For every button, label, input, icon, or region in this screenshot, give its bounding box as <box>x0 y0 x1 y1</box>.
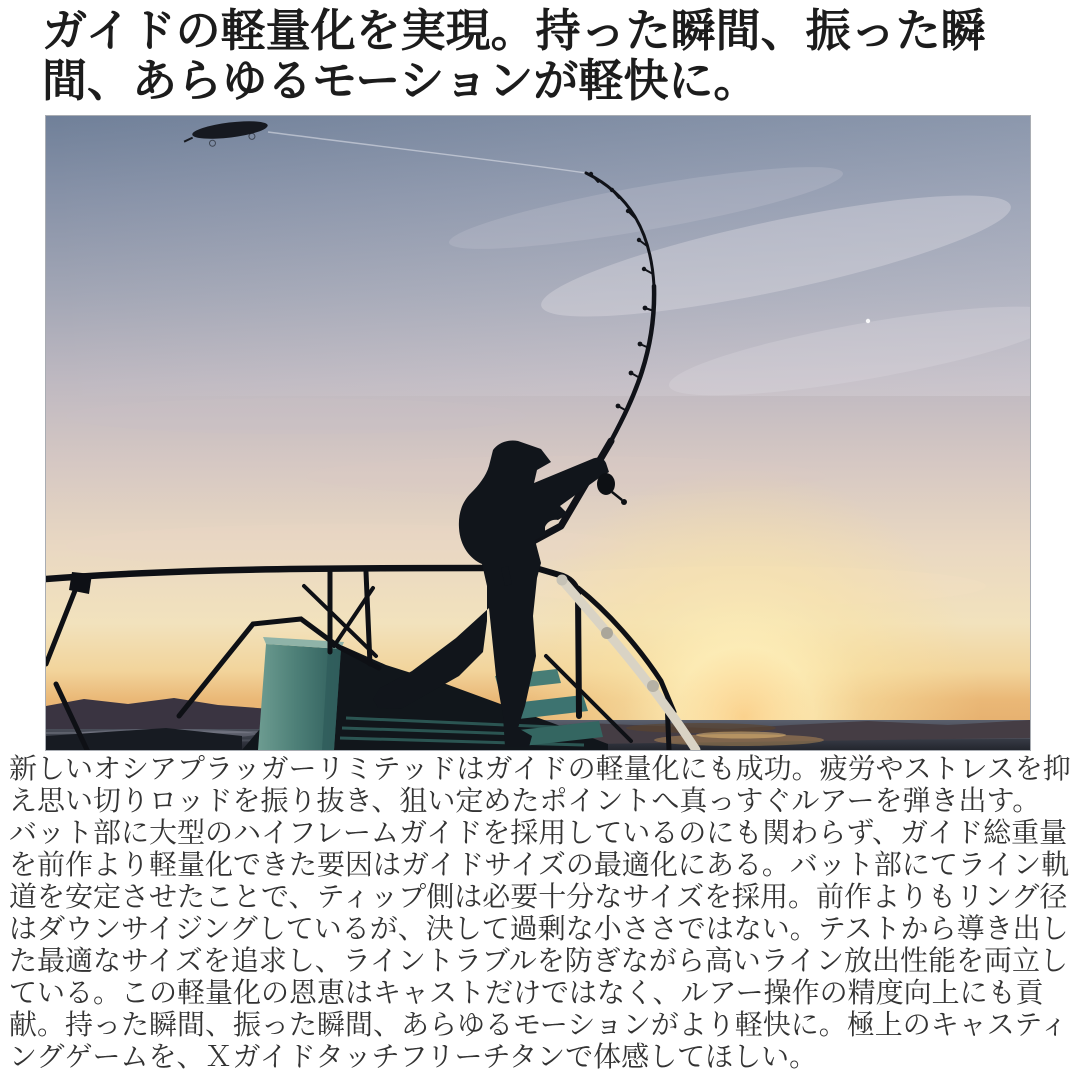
description-text <box>9 753 1071 1073</box>
description-paragraph-1: 新しいオシアプラッガーリミテッドはガイドの軽量化にも成功。疲労やストレスを抑え思い切りロッドを振り抜き、狙い定めたポイントへ真っすぐルアーを弾き出す。 <box>9 753 1071 816</box>
handrail-joint <box>647 680 659 692</box>
handrail-joint <box>601 627 613 639</box>
hero-photo <box>45 115 1031 751</box>
page-title: ガイドの軽量化を実現。持った瞬間、振った瞬間、あらゆるモーションが軽快に。 <box>42 6 986 106</box>
star-dot <box>866 319 870 323</box>
handrail-cap <box>557 575 568 586</box>
description-paragraph-2: バット部に大型のハイフレームガイドを採用しているのにも関わらず、ガイド総重量を前作より軽量化できた要因はガイドサイズの最適化にある。バット部にてライン軌道を安定させたことで、ティップ側は必要十分なサイズを採用。前作よりもリング径はダウンサイジングしているが、決して過剰な小ささではない。テストから導き出した最適なサイズを追求し、ライントラブルを防ぎながら高いライン放出性能を両立している。この軽量化の恩恵はキャストだけではなく、ルアー操作の精度向上にも貢献。持った瞬間、振った瞬間、あらゆるモーションがより軽快に。極上のキャスティングゲームを、Ｘガイドタッチフリーチタンで体感してほしい。 <box>9 817 1070 1072</box>
sunset-casting-illustration <box>46 116 1030 750</box>
